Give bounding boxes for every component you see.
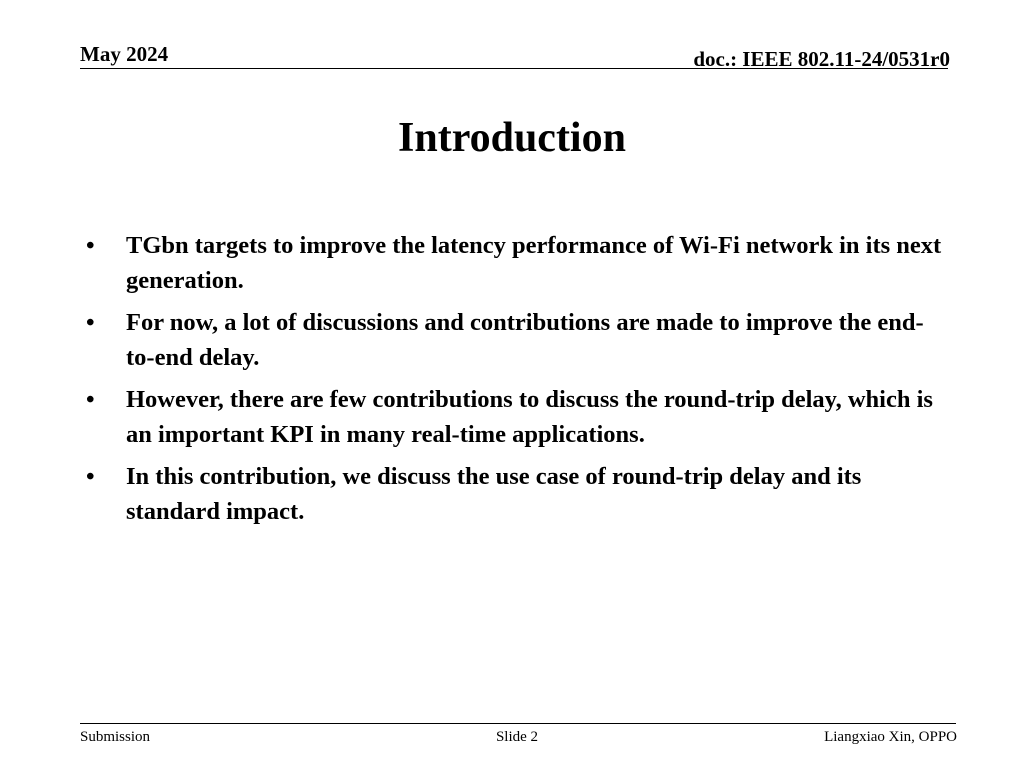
footer-divider	[80, 723, 956, 724]
footer-submission: Submission	[80, 729, 151, 745]
footer-author: Liangxiao Xin, OPPO	[824, 729, 957, 745]
header-doc-id: doc.: IEEE 802.11-24/0531r0	[693, 47, 950, 71]
header-divider	[80, 68, 948, 69]
bullet-list	[82, 228, 942, 536]
bullet-marker-icon: •	[86, 463, 95, 490]
bullet-item	[82, 382, 942, 452]
bullet-marker-icon: •	[86, 232, 95, 259]
bullet-text: However, there are few contributions to discuss the round-trip delay, which is an important KPI in many real-time applications.	[126, 386, 933, 448]
bullet-marker-icon: •	[86, 309, 95, 336]
bullet-text: TGbn targets to improve the latency performance of Wi-Fi network in its next generation.	[126, 232, 942, 294]
bullet-item	[82, 228, 942, 298]
bullet-text: In this contribution, we discuss the use case of round-trip delay and its standard impact.	[126, 463, 862, 525]
bullet-item	[82, 459, 942, 529]
footer-slide-number: Slide 2	[495, 729, 539, 745]
header-date: May 2024	[80, 42, 169, 66]
slide-title: Introduction	[398, 115, 626, 161]
bullet-text: For now, a lot of discussions and contributions are made to improve the end-to-end delay.	[126, 309, 924, 371]
bullet-marker-icon: •	[86, 386, 95, 413]
bullet-item	[82, 305, 942, 375]
